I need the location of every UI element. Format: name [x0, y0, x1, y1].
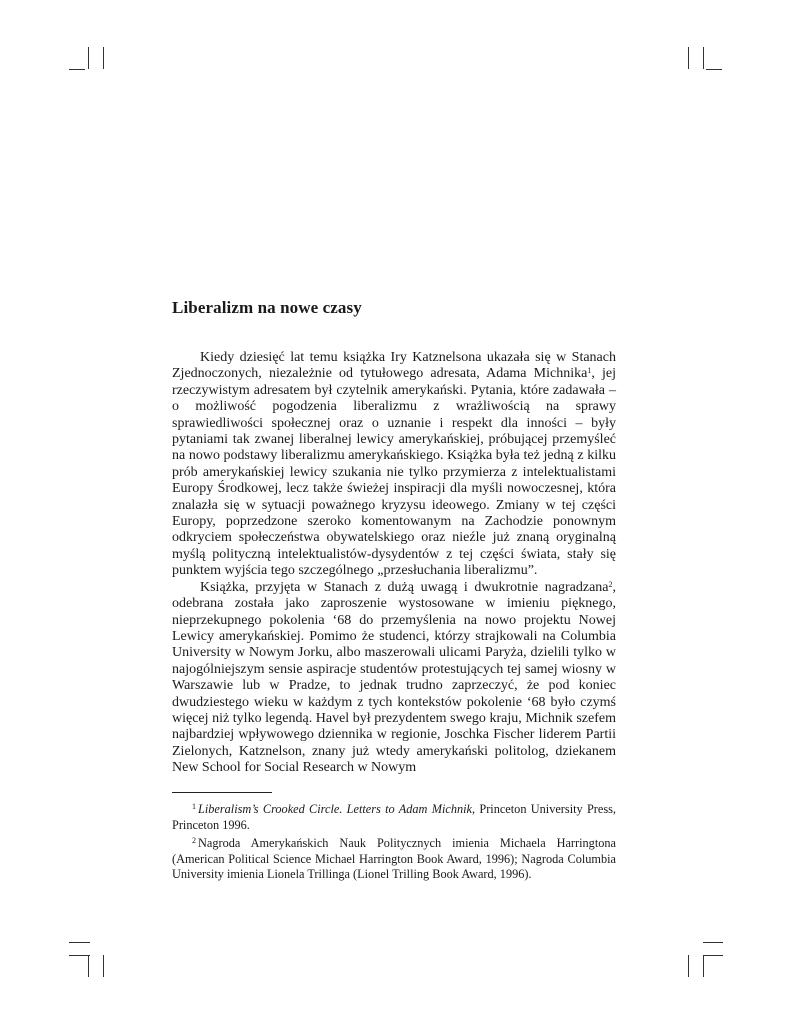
crop-mark: [69, 69, 85, 70]
crop-mark: [688, 955, 689, 977]
crop-mark: [703, 955, 723, 956]
footnote-number: 2: [192, 836, 196, 846]
cited-title: Liberalism’s Crooked Circle. Letters to Adam Michnik: [198, 802, 472, 816]
footnote-1: [172, 799, 616, 833]
crop-mark: [703, 47, 704, 69]
crop-mark: [88, 955, 89, 977]
paragraph: [172, 580, 616, 777]
footnotes: [172, 799, 616, 883]
footnote-ref-2[interactable]: 2: [608, 579, 613, 589]
paragraph-text: , jej rzeczywistym adresatem był czytelnik amerykański. Pytania, które zadawała – o możliwość pogodzenia liberalizmu z wrażliwością na sprawy sprawiedliwości społecznej oraz o uznanie i respekt dla inności – były pytaniami tak zwanej liberalnej lewicy amerykańskiej, próbującej przemyśleć na nowo podstawy liberalizmu amerykańskiego. Książka była też jedną z kilku prób amerykańskiej lewicy szukania nie tylko przymierza z intelektualistami Europy Środkowej, lecz także świeżej inspiracji dla myśli nowoczesnej, która znalazła się w sytuacji poważnego kryzysu ideowego. Zmiany w tej części Europy, poprzedzone szeroko komentowanym na Zachodzie ponownym odkryciem społeczeństwa obywatelskiego oraz nieźle już znaną oryginalną myślą polityczną intelektualistów-dysydentów z tej części świata, stały się punktem wyjścia tego szczególnego „przesłuchania liberalizmu”.: [172, 366, 616, 579]
footnote-text: , Princeton University Press, Princeton 1996.: [172, 802, 616, 832]
crop-mark: [703, 942, 723, 943]
paragraph-text: , odebrana została jako zaproszenie wystosowane w imieniu pięknego, nieprzekupnego pokolenia ‘68 do przemyślenia na nowo projektu Nowej Lewicy amerykańskiej. Pomimo że studenci, którzy strajkowali na Columbia University w Nowym Jorku, albo maszerowali ulicami Paryża, dzielili tylko w najogólniejszym sensie aspiracje studentów protestujących tej samej wiosny w Warszawie lub w Pradze, to jednak trudno zaprzeczyć, że pod koniec dwudziestego wieku w każdym z tych kontekstów pokolenie ‘68 było czymś więcej niż tylko legendą. Havel był prezydentem swego kraju, Michnik szefem najbardziej wpływowego dziennika w regionie, Joschka Fischer liderem Partii Zielonych, Katznelson, znany już wtedy amerykański politolog, dziekanem New School for Social Research w Nowym: [172, 579, 616, 776]
footnote-separator: [172, 792, 272, 793]
crop-mark: [706, 69, 722, 70]
chapter-title: Liberalizm na nowe czasy: [172, 298, 362, 317]
crop-mark: [69, 955, 90, 956]
crop-mark: [88, 47, 89, 69]
paragraph: [172, 350, 616, 580]
footnote-text: Nagroda Amerykańskich Nauk Politycznych imienia Michaela Harringtona (American Political Science Michael Harrington Book Award, 1996); Nagroda Columbia University imienia Lionela Trillinga (Lionel Trilling Book Award, 1996).: [172, 836, 616, 882]
footnote-number: 1: [192, 802, 196, 811]
crop-mark: [103, 47, 104, 69]
crop-mark: [103, 955, 104, 977]
paragraph-text: Kiedy dziesięć lat temu książka Iry Katznelsona ukazała się w Stanach Zjednoczonych, niezależnie od tytułowego adresata, Adama Michnika: [172, 350, 616, 382]
paragraph-text: Książka, przyjęta w Stanach z dużą uwagą i dwukrotnie nagradzana: [200, 579, 609, 595]
body-text: [172, 350, 616, 777]
crop-mark: [703, 955, 704, 977]
footnote-2: [172, 833, 616, 883]
crop-mark: [688, 47, 689, 69]
footnote-ref-1[interactable]: 1: [587, 366, 592, 376]
crop-mark: [69, 942, 90, 943]
